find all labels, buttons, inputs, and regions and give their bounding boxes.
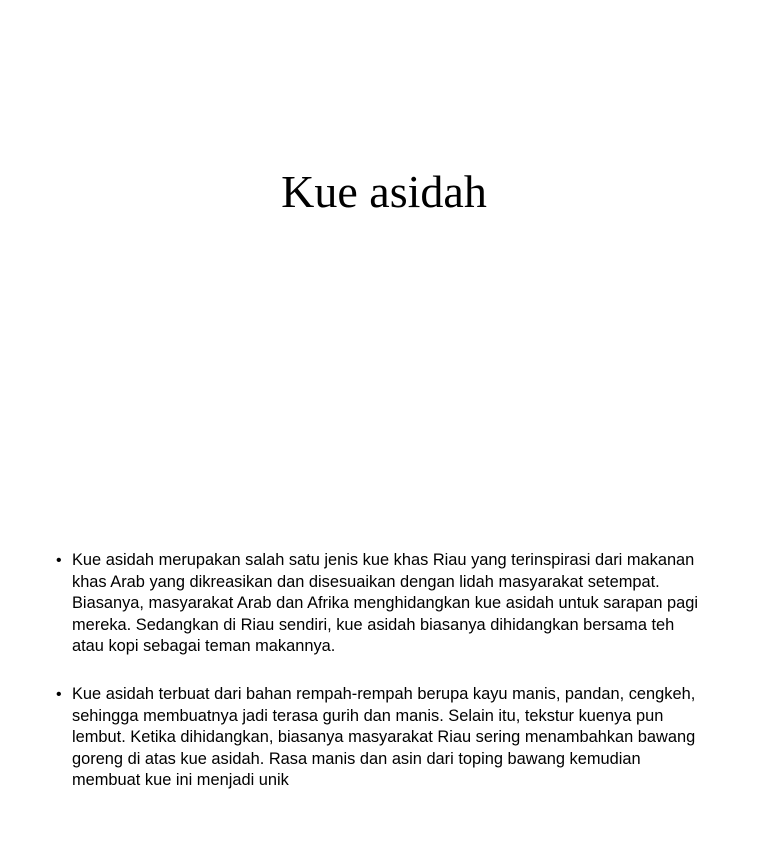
bullet-marker: •: [56, 552, 62, 569]
bullet-text: Kue asidah terbuat dari bahan rempah-rempah berupa kayu manis, pandan, cengkeh, sehingga membuatnya jadi terasa gurih dan manis. Selain itu, tekstur kuenya pun lembut. Ketika dihidangkan, biasanya masyarakat Riau sering menambahkan bawang goreng di atas kue asidah. Rasa manis dan asin dari toping bawang kemudian membuat kue ini menjadi unik: [72, 684, 696, 790]
bullet-text: Kue asidah merupakan salah satu jenis kue khas Riau yang terinspirasi dari makanan khas Arab yang dikreasikan dan disesuaikan dengan lidah masyarakat setempat. Biasanya, masyarakat Arab dan Afrika menghidangkan kue asidah untuk sarapan pagi mereka. Sedangkan di Riau sendiri, kue asidah biasanya dihidangkan bersama teh atau kopi sebagai teman makannya.: [72, 551, 698, 656]
bullet-item: [56, 550, 706, 658]
bullet-list: [56, 550, 706, 818]
slide-title: Kue asidah: [281, 166, 487, 217]
bullet-marker: •: [56, 685, 62, 703]
bullet-item: [56, 684, 706, 792]
